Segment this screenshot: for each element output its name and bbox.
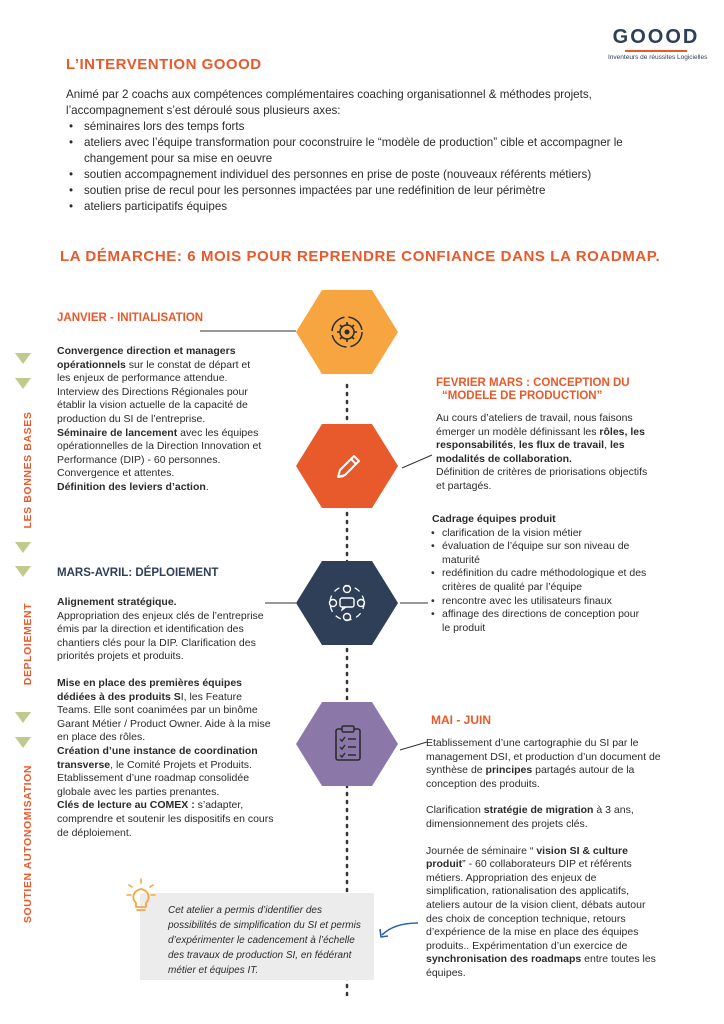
mars-p1-rest: Appropriation des enjeux clés de l’entreprise émis par la direction et identification des chantiers clés pour la DIP. Clarification des priorités projets et produits.: [57, 609, 264, 663]
intervention-bullet: • ateliers avec l’équipe transformation pour coconstruire le “modèle de production” cible et accompagner le changement pour sa mise en oeuvre: [66, 135, 646, 167]
mai-paragraph: [426, 737, 662, 791]
logo-wordmark: GOOOD: [612, 26, 700, 48]
side-label-deploiement: DEPLOIEMENT: [22, 602, 34, 686]
side-label-soutien: SOUTIEN AUTONOMISATION: [22, 764, 34, 924]
mai-p3-mid: ” - 60 collaborateurs DIP et référents métiers. Appropriation des enjeux de simplification, rationalisation des applicatifs, ateliers autour de la vision client, débats autour des choix de conception technique, retours d’expérience de la mise en place des équipes produits.. Expérimentation d’un exercice de: [426, 858, 646, 952]
mai-p1-end: partagés autour de la conception des produits.: [426, 764, 635, 790]
fevrier-p1-mid2: ,: [604, 439, 610, 452]
janvier-p1-rest: sur le constat de départ et les enjeux de performance attendue.: [57, 358, 251, 385]
mars-p4-bold: Clés de lecture au COMEX :: [57, 799, 195, 812]
lightbulb-icon: [125, 877, 157, 913]
janvier-p5-bold: Définition des leviers d’action: [57, 480, 206, 493]
mars-paragraph: [57, 596, 275, 664]
fevrier-p1-mid: ,: [513, 439, 519, 452]
phase-title-mai: MAI - JUIN: [431, 713, 491, 727]
fevrier-p1-b1: rôles, les responsabilités: [436, 425, 645, 452]
checklist-icon: [330, 724, 366, 764]
collaboration-icon: [325, 581, 369, 625]
mai-p1-start: Etablissement d’une cartographie du SI par le management DSI, et production d’un document de synthèse de: [426, 737, 661, 777]
fevrier-paragraph: [436, 412, 648, 466]
mai-p3-end: entre toutes les équipes.: [426, 953, 656, 979]
fevrier-text: [436, 412, 648, 494]
fevrier-p1-b2: les flux de travail: [518, 439, 605, 452]
mai-p3-start: Journée de séminaire “: [426, 844, 537, 857]
mai-p2-bold: stratégie de migration: [483, 804, 594, 817]
mai-paragraph: [426, 845, 662, 981]
janvier-p3-rest: avec les équipes opérationnelles de la Direction Innovation et Performance (DIP) - 60 personnes.: [57, 426, 262, 466]
intervention-bullet: • soutien prise de recul pour les personnes impactées par une redéfinition de leur périmètre: [66, 183, 646, 199]
mars-p2-bold: Mise en place des premières équipes dédiées à des produits S: [57, 676, 243, 703]
fevrier-p1-start: Au cours d’ateliers de travail, nous faisons émerger un modèle définissant les: [436, 412, 633, 438]
janvier-p4: Convergence et attentes.: [57, 467, 175, 480]
mars-paragraph: [57, 799, 275, 840]
pencil-icon: [330, 449, 366, 485]
cadrage-block: [428, 513, 650, 635]
connector-line: [402, 455, 432, 468]
intervention-bullet: • séminaires lors des temps forts: [66, 119, 646, 135]
fevrier-p1-b3: les modalités de collaboration.: [436, 439, 625, 465]
curved-arrow-icon: [372, 917, 422, 947]
mars-p2-rest: I, les Feature Teams. Elle sont coanimées par un binôme Garant Métier / Product Owner. Aide à la mise en place des rôles.: [57, 690, 271, 744]
cadrage-item: • affinage des directions de conception pour le produit: [428, 608, 650, 635]
mai-p2-start: Clarification: [426, 804, 484, 817]
janvier-paragraph: [57, 345, 263, 386]
mars-text: [57, 596, 275, 840]
mars-p3-bold: Création d’une instance de coordination transverse: [57, 744, 258, 771]
cadrage-item: • clarification de la vision métier: [428, 527, 650, 541]
mai-p3-bold1: vision SI & culture produit: [426, 844, 628, 871]
phase-title-fevrier: [436, 377, 630, 403]
janvier-p2: Interview des Directions Régionales pour établir la vision actuelle de la capacité de production du SI de l’entreprise.: [57, 385, 248, 425]
mai-text: [426, 737, 662, 981]
cadrage-item: • évaluation de l’équipe sur son niveau de maturité: [428, 540, 650, 567]
logo-tagline: Inventeurs de réussites Logicielles: [608, 54, 708, 61]
mai-p2-end: à 3 ans, dimensionnement des projets clés.: [426, 804, 634, 830]
side-label-bonnes-bases: LES BONNES BASES: [22, 411, 34, 529]
intervention-title: L’INTERVENTION GOOOD: [66, 56, 262, 73]
note-box: Cet atelier a permis d’identifier des possibilités de simplification du SI et permis d’expérimenter le cadencement à l’échelle des travaux de production SI, en fédérant métier et équipes IT.: [140, 893, 374, 980]
mars-paragraph: [57, 677, 275, 745]
connector-line: [400, 742, 427, 750]
janvier-paragraph: [57, 427, 263, 468]
fevrier-title-line1: FEVRIER MARS : CONCEPTION DU: [436, 377, 630, 389]
mars-paragraph: [57, 745, 275, 799]
mai-p1-bold: principes: [485, 764, 533, 777]
cadrage-title: Cadrage équipes produit: [432, 513, 556, 525]
mars-p1-bold: Alignement stratégique.: [57, 596, 177, 608]
janvier-p3-bold: Séminaire de lancement: [57, 426, 178, 439]
fevrier-title-line2: “MODELE DE PRODUCTION”: [442, 390, 603, 402]
mars-p4-rest: s’adapter, comprendre et soutenir les dispositifs en cours de déploiement.: [57, 799, 274, 839]
cadrage-list: [428, 527, 650, 636]
mai-p3-bold2: synchronisation des roadmaps: [426, 953, 582, 966]
janvier-paragraph: [57, 481, 263, 495]
phase-title-mars: MARS-AVRIL: DÉPLOIEMENT: [57, 567, 219, 579]
intervention-bullet: • ateliers participatifs équipes: [66, 199, 646, 215]
janvier-p1-bold: Convergence direction et managers opérationnels: [57, 345, 236, 371]
janvier-text: [57, 345, 263, 495]
mai-paragraph: [426, 804, 662, 831]
phase-title-janvier: JANVIER - INITIALISATION: [57, 312, 204, 324]
demarche-title: LA DÉMARCHE: 6 MOIS POUR REPRENDRE CONFIANCE DANS LA ROADMAP.: [60, 248, 661, 265]
mars-p3-rest: , le Comité Projets et Produits. Etablissement d’une roadmap consolidée globale avec les parties prenantes.: [57, 758, 252, 798]
intervention-intro: Animé par 2 coachs aux compétences complémentaires coaching organisationnel & méthodes projets, l’accompagnement s’est déroulé sous plusieurs axes:: [66, 88, 592, 117]
fevrier-p2: Définition de critères de priorisations objectifs et partagés.: [436, 466, 648, 492]
gear-cycle-icon: [327, 312, 367, 352]
cadrage-item: • redéfinition du cadre méthodologique et des critères de qualité par l’équipe: [428, 567, 650, 594]
intervention-bullet: • soutien accompagnement individuel des personnes en prise de poste (nouveaux référents métiers): [66, 167, 646, 183]
cadrage-item: • rencontre avec les utilisateurs finaux: [428, 595, 650, 609]
janvier-p5-rest: .: [205, 480, 209, 493]
